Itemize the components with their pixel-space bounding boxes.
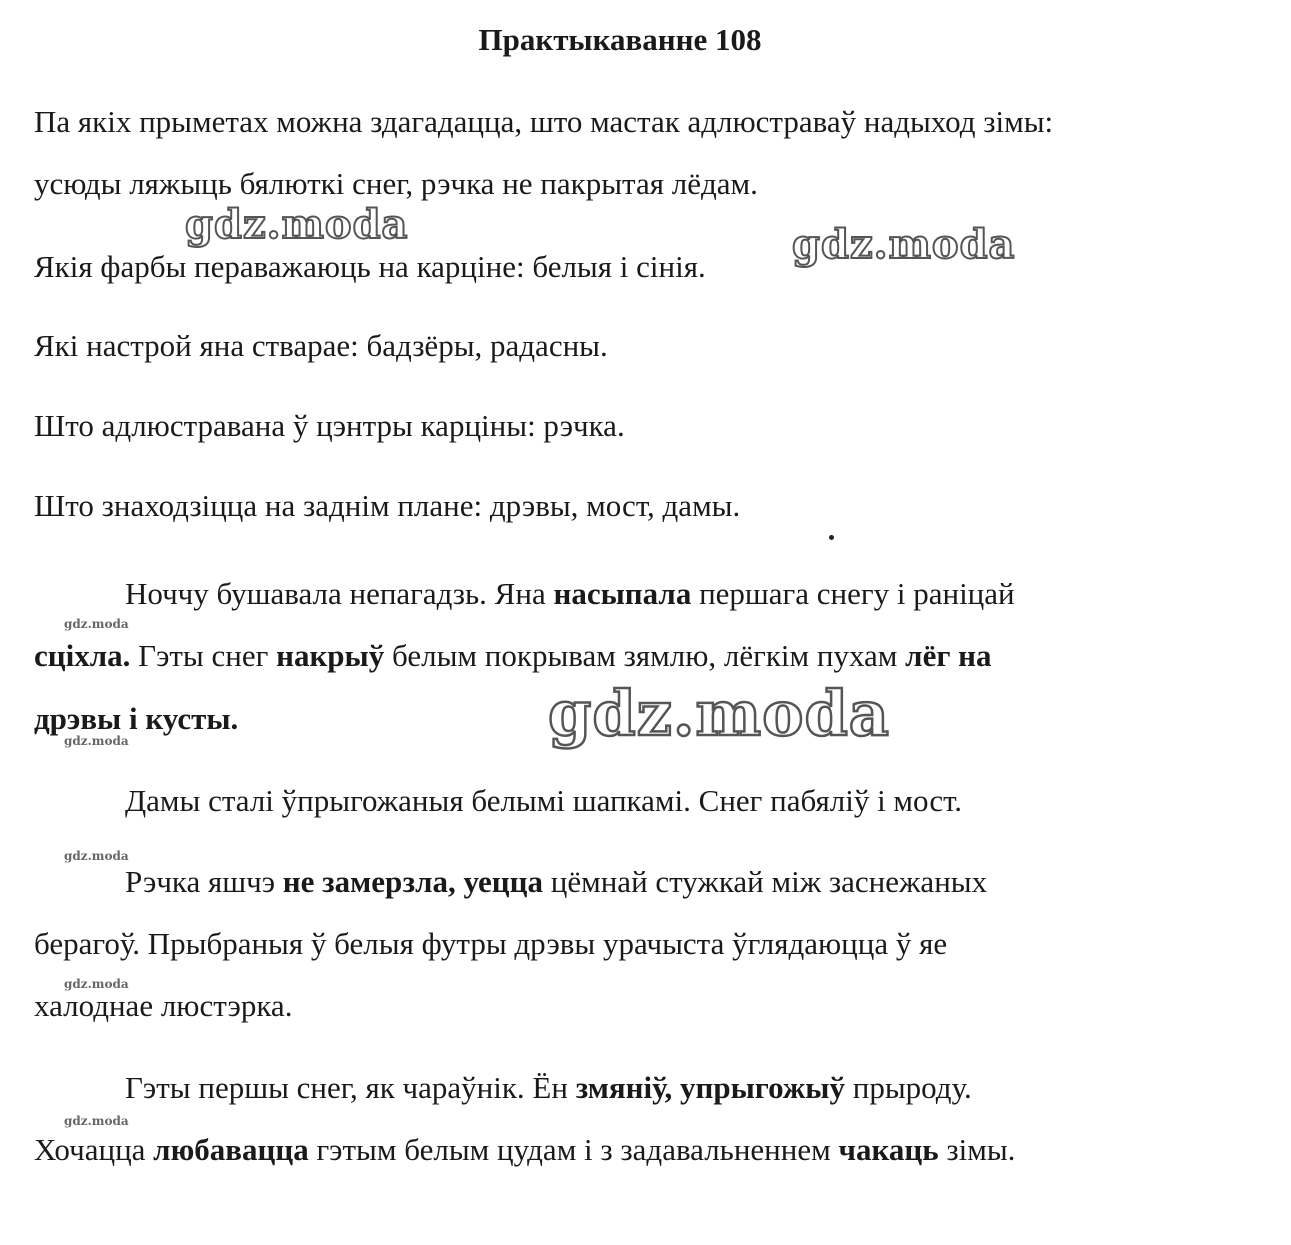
paragraph-3-line-3: халоднае люстэрка. [34, 988, 293, 1023]
text-span: цёмнай стужкай між заснежаных [543, 864, 988, 899]
watermark-small: gdz.moda [64, 977, 129, 991]
question-5: Што знаходзіцца на заднім плане: дрэвы, мост, дамы. [34, 488, 741, 523]
question-3: Які настрой яна стварае: бадзёры, радасны. [34, 328, 608, 363]
bold-word: накрыў [276, 638, 385, 673]
bold-word: лёг на [905, 638, 992, 673]
paragraph-4-line-2 [34, 1134, 1015, 1165]
bold-word: дрэвы і кусты. [34, 701, 239, 736]
paragraph-1-line-1 [125, 578, 1015, 609]
text-span: Рэчка яшчэ [125, 864, 283, 899]
text-span: белым покрывам зямлю, лёгкім пухам [384, 638, 906, 673]
text-span: Хочацца [34, 1132, 154, 1167]
text-span: Ноччу бушавала непагадзь. Яна [125, 576, 554, 611]
text-span: прыроду. [845, 1070, 972, 1105]
paragraph-1-line-2 [34, 640, 992, 671]
text-span: Гэты снег [130, 638, 277, 673]
text-span: гэтым белым цудам і з задавальненнем [308, 1132, 839, 1167]
paragraph-2-line-1: Дамы сталі ўпрыгожаныя белымі шапкамі. Снег пабяліў і мост. [125, 783, 963, 818]
paragraph-1-line-3 [34, 703, 238, 734]
paragraph-3-line-1 [125, 866, 987, 897]
bold-word: любавацца [153, 1132, 309, 1167]
watermark-center: gdz.moda [548, 677, 890, 750]
question-1-line-1: Па якіх прыметах можна здагадацца, што мастак адлюстраваў надыход зімы: [34, 104, 1054, 139]
question-1-line-2: усюды ляжыць бялюткі снег, рэчка не пакрытая лёдам. [34, 166, 758, 201]
question-2: Якія фарбы пераважаюць на карціне: белыя і сінія. [34, 249, 706, 284]
paragraph-4-line-1 [125, 1072, 972, 1103]
watermark-small: gdz.moda [64, 849, 129, 863]
text-span: першага снегу і раніцай [691, 576, 1015, 611]
stray-dot [829, 535, 834, 540]
watermark-large: gdz.moda [185, 201, 409, 248]
page-title: Практыкаванне 108 [478, 22, 762, 57]
bold-word: сціхла. [34, 638, 131, 673]
bold-word: чакаць [838, 1132, 939, 1167]
watermark-small: gdz.moda [64, 734, 129, 748]
text-span: зімы. [938, 1132, 1016, 1167]
watermark-small: gdz.moda [64, 1114, 129, 1128]
bold-word: не замерзла, уецца [282, 864, 543, 899]
paragraph-3-line-2: берагоў. Прыбраныя ў белыя футры дрэвы урачыста ўглядаюцца ў яе [34, 926, 948, 961]
text-span: Гэты першы снег, як чараўнік. Ён [125, 1070, 576, 1105]
watermark-large: gdz.moda [792, 221, 1016, 268]
bold-word: насыпала [553, 576, 692, 611]
bold-word: змяніў, упрыгожыў [575, 1070, 846, 1105]
watermark-small: gdz.moda [64, 617, 129, 631]
question-4: Што адлюстравана ў цэнтры карціны: рэчка. [34, 408, 625, 443]
